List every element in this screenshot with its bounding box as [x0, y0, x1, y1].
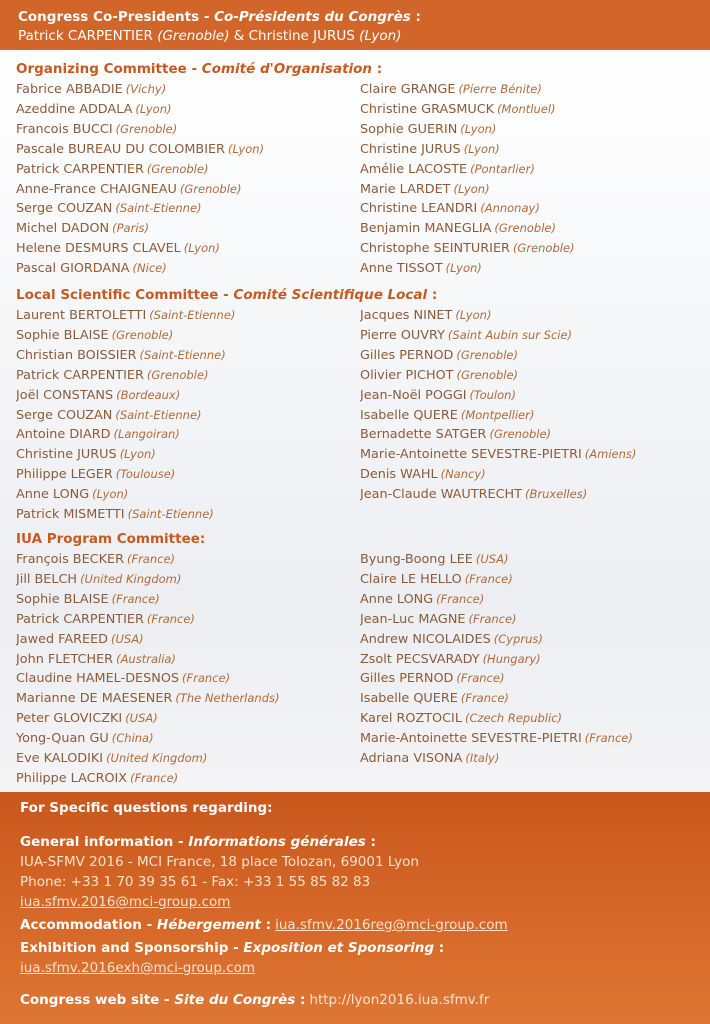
committee-member [360, 425, 696, 445]
member-location: (Lyon) [463, 141, 500, 156]
member-location: (France) [468, 611, 517, 626]
committee-member [16, 570, 360, 590]
committee-member [360, 326, 696, 346]
member-name: Anne LONG [16, 487, 90, 503]
organizing-right-column [360, 80, 696, 279]
accommodation-row [20, 915, 690, 935]
org-title-sep: - [186, 61, 202, 77]
exhib-end: : [434, 940, 445, 956]
member-location: (Bruxelles) [524, 487, 588, 502]
member-location: (Toulouse) [115, 467, 176, 482]
exhib-fr: Exposition et Sponsoring [243, 940, 435, 956]
exhibition-email-link[interactable]: iua.sfmv.2016exh@mci-group.com [20, 960, 256, 976]
iua-program-committee-title: IUA Program Committee: [16, 531, 206, 547]
contact-banner [0, 792, 710, 1024]
exhib-en: Exhibition and Sponsorship [20, 940, 229, 956]
committee-member [16, 689, 360, 709]
iua-right-column [360, 550, 696, 789]
member-location: (Annonay) [480, 201, 540, 216]
member-location: (France) [456, 671, 505, 686]
committees-content [0, 50, 710, 792]
lsc-title-fr: Comité Scientifique Local [233, 287, 428, 303]
committee-member [360, 669, 696, 689]
lsc-right-column [360, 306, 696, 525]
member-name: Amélie LACOSTE [360, 161, 468, 177]
member-location: (Montpellier) [460, 407, 535, 422]
member-name: Claire LE HELLO [360, 571, 462, 587]
member-location: (United Kingdom) [80, 571, 182, 586]
member-name: Marie-Antoinette SEVESTRE-PIETRI [360, 731, 582, 747]
address-text: IUA-SFMV 2016 - MCI France, 18 place Tolozan, 69001 Lyon [20, 854, 419, 870]
member-name: Anne TISSOT [360, 261, 443, 277]
member-name: Antoine DIARD [16, 427, 111, 443]
committee-member [16, 366, 360, 386]
committee-member [16, 180, 360, 200]
committee-member [16, 199, 360, 219]
committee-member [16, 669, 360, 689]
committee-member [360, 465, 696, 485]
president-1-name: Patrick CARPENTIER [18, 28, 153, 44]
member-name: Marie-Antoinette SEVESTRE-PIETRI [360, 447, 582, 463]
member-location: (Grenoble) [512, 241, 575, 256]
committee-member [16, 326, 360, 346]
member-location: (France) [584, 731, 633, 746]
member-location: (Lyon) [460, 121, 497, 136]
member-location: (Australia) [116, 651, 176, 666]
member-location: (Grenoble) [456, 367, 519, 382]
member-name: Azeddine ADDALA [16, 101, 133, 117]
accommodation-email-link[interactable]: iua.sfmv.2016reg@mci-group.com [275, 917, 508, 933]
member-location: (Bordeaux) [116, 387, 181, 402]
member-location: (Saint Aubin sur Scie) [447, 327, 573, 342]
committee-member [16, 505, 360, 525]
committee-member [16, 610, 360, 630]
member-name: Isabelle QUERE [360, 691, 458, 707]
committee-member [360, 406, 696, 426]
committee-member [360, 100, 696, 120]
general-fr: Informations générales [188, 834, 366, 850]
member-location: (Toulon) [469, 387, 516, 402]
committee-member [16, 140, 360, 160]
member-location: (Grenoble) [146, 367, 209, 382]
exhib-sep: - [228, 940, 244, 956]
committee-member [360, 610, 696, 630]
committee-member [16, 346, 360, 366]
member-name: Christine JURUS [16, 447, 117, 463]
member-location: (USA) [475, 552, 509, 566]
member-name: Patrick CARPENTIER [16, 367, 144, 383]
member-name: Claudine HAMEL-DESNOS [16, 671, 180, 687]
accom-en: Accommodation [20, 917, 142, 933]
committee-member [16, 259, 360, 279]
committee-member [360, 729, 696, 749]
member-location: (Saint-Etienne) [115, 407, 202, 422]
committee-member [16, 590, 360, 610]
member-name: Andrew NICOLAIDES [360, 631, 491, 647]
member-name: Eve KALODIKI [16, 751, 104, 767]
member-name: Anne-France CHAIGNEAU [16, 181, 177, 197]
website-row [20, 990, 690, 1010]
committee-member [16, 219, 360, 239]
lsc-left-column [16, 306, 360, 525]
member-name: Isabelle QUERE [360, 407, 458, 423]
committee-member [16, 80, 360, 100]
committee-member [360, 120, 696, 140]
member-location: (Lyon) [183, 241, 220, 256]
committee-member [16, 239, 360, 259]
member-name: Yong-Quan GU [16, 731, 109, 747]
committee-member [16, 306, 360, 326]
member-name: Philippe LEGER [16, 467, 113, 483]
member-location: (Lyon) [455, 308, 492, 322]
committee-member [16, 769, 360, 789]
committee-member [16, 465, 360, 485]
president-2-name: Christine JURUS [248, 28, 355, 44]
member-name: Jean-Noël POGGI [360, 387, 467, 403]
committee-member [360, 80, 696, 100]
organizing-committee [16, 60, 696, 279]
general-info-label [20, 832, 690, 852]
committee-member [360, 259, 696, 279]
committee-member [360, 650, 696, 670]
committee-member [360, 239, 696, 259]
member-location: (Pierre Bénite) [458, 82, 542, 96]
committee-member [16, 749, 360, 769]
committee-member [16, 386, 360, 406]
member-location: (France) [436, 591, 485, 606]
org-title-fr: Comité d'Organisation [201, 61, 373, 77]
member-location: (Grenoble) [456, 347, 518, 362]
committee-member [16, 425, 360, 445]
committee-member [16, 100, 360, 120]
member-location: (Lyon) [453, 181, 490, 196]
committee-member [360, 306, 696, 326]
member-location: (Pontarlier) [470, 161, 535, 176]
member-name: Patrick CARPENTIER [16, 611, 144, 627]
general-sep: - [173, 834, 189, 850]
member-name: Laurent BERTOLETTI [16, 308, 147, 323]
member-location: (Nancy) [440, 467, 486, 482]
member-location: (Lyon) [119, 447, 156, 462]
member-location: (Grenoble) [146, 161, 209, 176]
member-name: Claire GRANGE [360, 82, 456, 97]
member-name: Gilles PERNOD [360, 347, 454, 363]
member-name: Jacques NINET [360, 308, 453, 323]
member-location: (France) [130, 770, 179, 785]
member-name: Anne LONG [360, 591, 434, 607]
member-location: (Nice) [132, 261, 167, 276]
committee-member [360, 709, 696, 729]
member-location: (Grenoble) [494, 221, 556, 236]
member-location: (France) [464, 571, 513, 586]
member-name: Peter GLOVICZKI [16, 711, 123, 727]
member-location: (Grenoble) [115, 121, 178, 136]
member-name: Adriana VISONA [360, 751, 463, 767]
member-name: Pascal GIORDANA [16, 261, 130, 277]
title-en: Congress Co-Presidents [18, 9, 200, 25]
member-name: Bernadette SATGER [360, 427, 487, 443]
web-sep: - [159, 992, 175, 1008]
member-name: Christine LEANDRI [360, 201, 478, 217]
member-location: (Grenoble) [111, 327, 174, 342]
accom-fr: Hébergement [156, 917, 261, 933]
member-name: Zsolt PECSVARADY [360, 651, 480, 667]
member-location: (Langoiran) [113, 427, 180, 442]
committee-member [360, 630, 696, 650]
committee-member [360, 386, 696, 406]
accom-end: : [260, 917, 272, 933]
member-location: (Montluel) [497, 101, 556, 116]
committee-member [16, 729, 360, 749]
co-presidents-banner [0, 0, 710, 50]
member-location: (Amiens) [584, 447, 637, 462]
member-location: (USA) [111, 631, 144, 646]
committee-member [16, 709, 360, 729]
member-location: (Grenoble) [179, 181, 242, 196]
member-name: Christian BOISSIER [16, 347, 137, 363]
member-name: Pascale BUREAU DU COLOMBIER [16, 141, 225, 157]
website-url-link[interactable]: http://lyon2016.iua.sfmv.fr [309, 992, 490, 1008]
member-name: Patrick CARPENTIER [16, 161, 144, 177]
member-name: François BECKER [16, 552, 124, 567]
president-2-city: (Lyon) [359, 28, 402, 44]
member-name: Helene DESMURS CLAVEL [16, 241, 181, 257]
member-name: Karel ROZTOCIL [360, 711, 462, 727]
committee-member [360, 219, 696, 239]
committee-member [16, 406, 360, 426]
ampersand: & [233, 28, 245, 44]
member-location: (Hungary) [482, 651, 541, 666]
committee-member [360, 570, 696, 590]
member-location: (Grenoble) [489, 427, 552, 442]
committee-member [16, 550, 360, 570]
president-1-city: (Grenoble) [157, 28, 230, 44]
committee-member [360, 346, 696, 366]
member-location: (Lyon) [227, 141, 265, 156]
iua-left-column [16, 550, 360, 789]
lsc-title-end: : [427, 287, 438, 303]
member-location: (USA) [125, 711, 158, 726]
member-name: Christophe SEINTURIER [360, 241, 510, 257]
general-email-link[interactable]: iua.sfmv.2016@mci-group.com [20, 894, 231, 910]
committee-member [360, 160, 696, 180]
member-name: Fabrice ABBADIE [16, 82, 123, 97]
member-location: (United Kingdom) [106, 751, 208, 766]
committee-member [360, 689, 696, 709]
member-location: (Saint-Etienne) [149, 308, 236, 322]
contact-heading: For Specific questions regarding: [20, 800, 273, 816]
member-name: Christine GRASMUCK [360, 101, 495, 117]
member-name: Marianne DE MAESENER [16, 691, 173, 707]
member-name: Sophie BLAISE [16, 327, 109, 343]
member-name: Philippe LACROIX [16, 770, 128, 786]
committee-member [360, 749, 696, 769]
member-location: (Saint-Etienne) [139, 347, 226, 362]
member-name: Michel DADON [16, 221, 110, 237]
member-name: Francois BUCCI [16, 121, 113, 137]
member-location: (Czech Republic) [464, 711, 563, 726]
phone-fax-text: Phone: +33 1 70 39 35 61 - Fax: +33 1 55 85 82 83 [20, 874, 371, 890]
lsc-title-sep: - [218, 287, 234, 303]
web-end: : [295, 992, 306, 1008]
committee-member [360, 180, 696, 200]
committee-member [16, 120, 360, 140]
member-location: (France) [460, 691, 509, 706]
committee-member [16, 445, 360, 465]
committee-member [16, 630, 360, 650]
member-location: (China) [111, 731, 154, 746]
member-location: (Lyon) [135, 101, 172, 116]
lsc-title-en: Local Scientific Committee [16, 287, 219, 303]
member-name: Gilles PERNOD [360, 671, 454, 687]
organizing-committee-title [16, 60, 696, 79]
member-location: (Lyon) [92, 487, 129, 502]
committee-member [16, 160, 360, 180]
general-en: General information [20, 834, 174, 850]
member-location: (Saint-Etienne) [127, 507, 214, 522]
member-location: (Vichy) [125, 82, 167, 96]
committee-member [16, 650, 360, 670]
member-name: John FLETCHER [16, 651, 114, 667]
member-name: Benjamin MANEGLIA [360, 221, 492, 237]
member-name: Joël CONSTANS [16, 387, 114, 403]
member-name: Marie LARDET [360, 181, 451, 197]
iua-program-committee [16, 530, 696, 789]
member-location: (Cyprus) [493, 631, 543, 646]
member-location: (Lyon) [445, 261, 482, 276]
web-fr: Site du Congrès [174, 992, 296, 1008]
accom-sep: - [141, 917, 157, 933]
committee-member [360, 485, 696, 505]
org-title-end: : [372, 61, 383, 77]
member-location: (France) [111, 591, 160, 606]
title-fr: Co-Présidents du Congrès [214, 9, 411, 25]
member-location: (France) [126, 552, 176, 566]
member-name: Jean-Claude WAUTRECHT [360, 487, 522, 503]
co-presidents-title [18, 8, 692, 27]
member-location: (Paris) [112, 221, 149, 236]
committee-member [360, 550, 696, 570]
local-scientific-committee [16, 286, 696, 525]
title-end: : [410, 9, 421, 25]
member-name: Sophie BLAISE [16, 591, 109, 607]
member-name: Byung-Boong LEE [360, 552, 473, 567]
committee-member [360, 445, 696, 465]
member-name: Serge COUZAN [16, 201, 113, 217]
exhibition-label [20, 938, 690, 958]
member-name: Denis WAHL [360, 467, 438, 483]
general-end: : [365, 834, 376, 850]
committee-member [360, 590, 696, 610]
member-name: Jawed FAREED [16, 631, 109, 647]
member-name: Pierre OUVRY [360, 327, 445, 343]
member-name: Jill BELCH [16, 571, 78, 587]
committee-member [360, 366, 696, 386]
title-sep: - [199, 9, 215, 25]
member-name: Olivier PICHOT [360, 367, 454, 383]
member-name: Sophie GUERIN [360, 121, 458, 137]
member-name: Christine JURUS [360, 141, 461, 157]
member-location: (The Netherlands) [175, 691, 280, 706]
member-location: (Saint-Etienne) [115, 201, 202, 216]
committee-member [360, 199, 696, 219]
org-title-en: Organizing Committee [16, 61, 187, 77]
member-name: Jean-Luc MAGNE [360, 611, 466, 627]
co-presidents-names [18, 27, 692, 46]
member-location: (Italy) [465, 751, 500, 766]
member-location: (France) [146, 611, 195, 626]
committee-member [360, 140, 696, 160]
local-scientific-committee-title [16, 286, 696, 305]
web-en: Congress web site [20, 992, 160, 1008]
organizing-left-column [16, 80, 360, 279]
member-location: (France) [182, 671, 231, 686]
committee-member [16, 485, 360, 505]
member-name: Patrick MISMETTI [16, 507, 125, 523]
member-name: Serge COUZAN [16, 407, 113, 423]
